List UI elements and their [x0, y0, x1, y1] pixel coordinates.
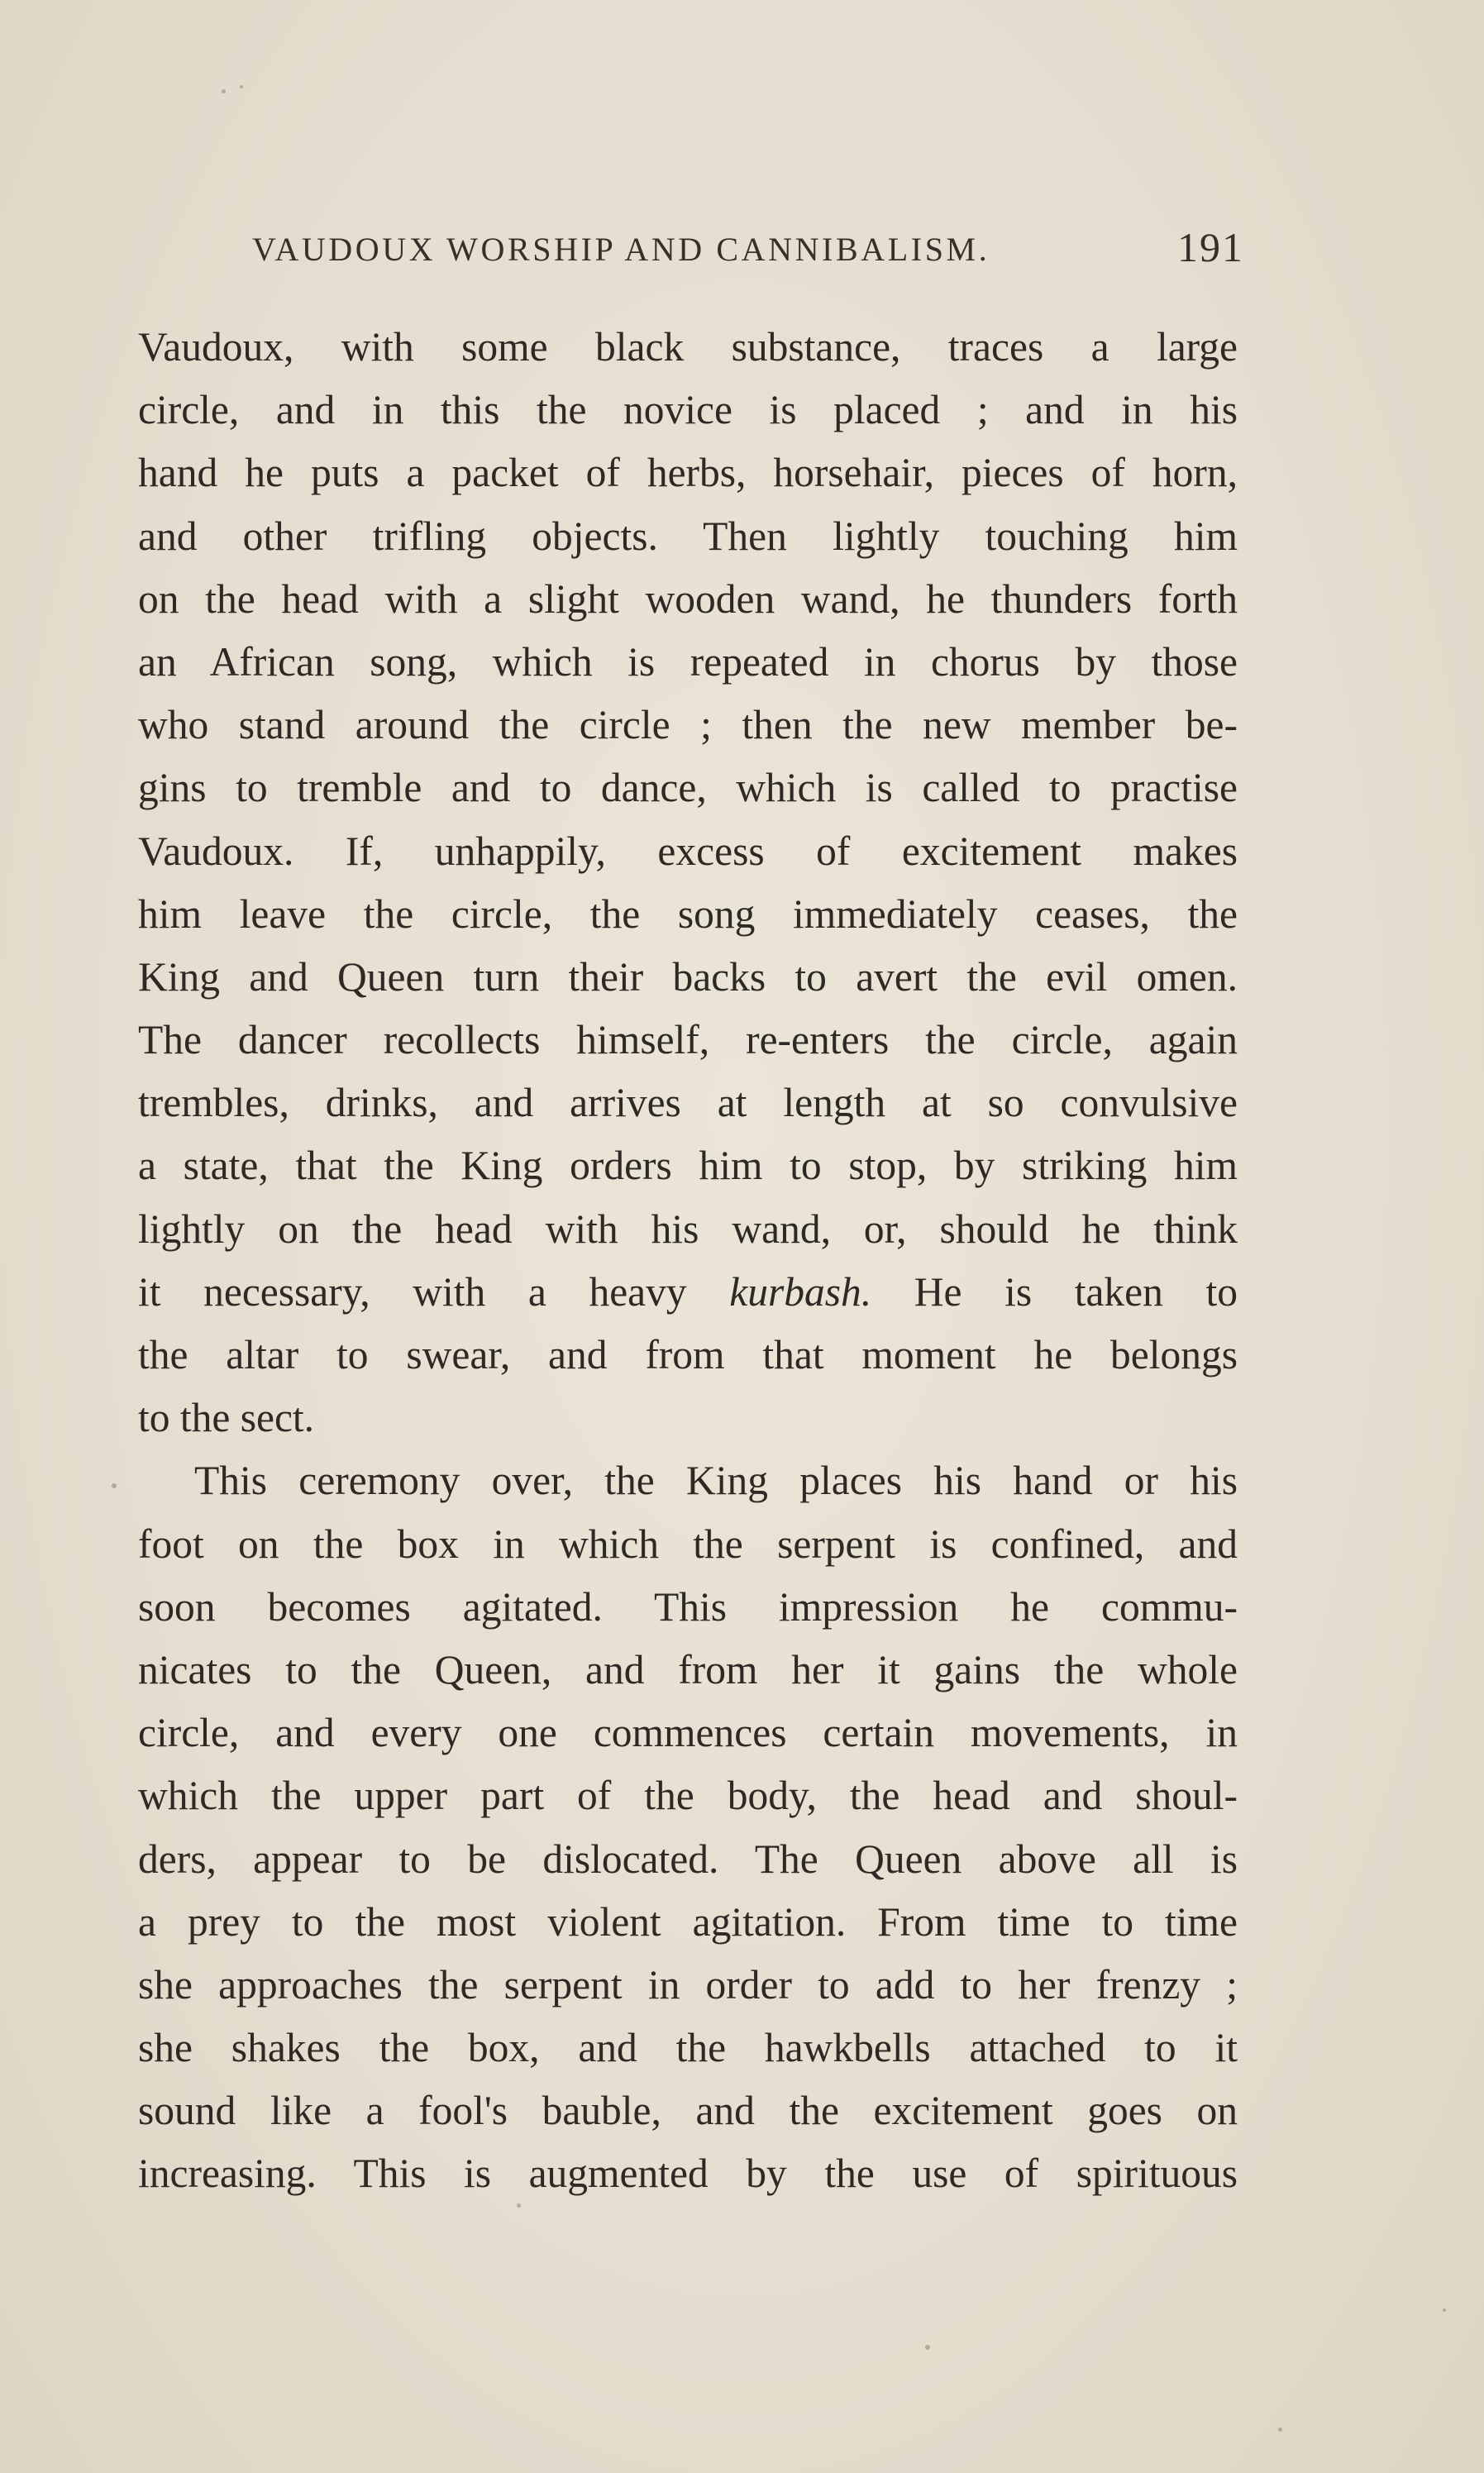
text-line: an African song, which is repeated in chorus by those	[138, 638, 1238, 685]
text-line: sound like a fool's bauble, and the excitement goes on	[138, 2088, 1238, 2134]
paper-speck	[1443, 2308, 1446, 2312]
text-line: which the upper part of the body, the head and shoul-	[138, 1773, 1238, 1819]
text-line: circle, and in this the novice is placed ; and in his	[138, 387, 1238, 433]
text-line: she shakes the box, and the hawkbells attached to it	[138, 2025, 1238, 2071]
text-line: soon becomes agitated. This impression he commu-	[138, 1583, 1238, 1630]
text-line: who stand around the circle ; then the new member be-	[138, 702, 1238, 748]
paper-speck	[240, 85, 243, 88]
text-line: foot on the box in which the serpent is confined, and	[138, 1521, 1238, 1567]
text-line: nicates to the Queen, and from her it gains the whole	[138, 1646, 1238, 1692]
paper-speck	[112, 1483, 117, 1488]
paper-speck	[517, 2203, 521, 2208]
text-line-with-italic	[138, 1261, 1238, 1324]
text-line: King and Queen turn their backs to avert the evil omen.	[138, 953, 1238, 1000]
text-line: him leave the circle, the song immediately ceases, the	[138, 890, 1238, 937]
text-line: the altar to swear, and from that moment he belongs	[138, 1332, 1238, 1377]
running-head	[252, 224, 1244, 279]
text-line: ders, appear to be dislocated. The Queen above all is	[138, 1836, 1238, 1882]
text-line: on the head with a slight wooden wand, he thunders forth	[138, 575, 1238, 622]
body-text	[138, 316, 1238, 2206]
text-line: Vaudoux, with some black substance, traces a large	[138, 324, 1238, 370]
text-line: a prey to the most violent agitation. From time to time	[138, 1898, 1238, 1945]
text-line: gins to tremble and to dance, which is called to practise	[138, 765, 1238, 811]
text-line: hand he puts a packet of herbs, horsehair, pieces of horn,	[138, 450, 1238, 496]
text-line: she approaches the serpent in order to add to her frenzy ;	[138, 1961, 1238, 2008]
paper-speck	[925, 2345, 930, 2350]
paper-speck	[222, 89, 226, 93]
paragraph-start-line: This ceremony over, the King places his hand or his	[194, 1458, 1238, 1504]
text-segment: it necessary, with a heavy	[138, 1268, 730, 1315]
text-line: and other trifling objects. Then lightly touching him	[138, 513, 1238, 559]
paragraph-end-line: to the sect.	[138, 1395, 315, 1441]
text-line: Vaudoux. If, unhappily, excess of excitement makes	[138, 828, 1238, 874]
text-line: circle, and every one commences certain movements, in	[138, 1710, 1238, 1756]
text-line: a state, that the King orders him to stop, by striking him	[138, 1143, 1238, 1189]
page-number: 191	[1177, 224, 1244, 270]
italic-term: kurbash.	[729, 1268, 872, 1315]
text-line: increasing. This is augmented by the use of spirituous	[138, 2151, 1238, 2197]
running-title: VAUDOUX WORSHIP AND CANNIBALISM.	[252, 231, 990, 268]
text-line: trembles, drinks, and arrives at length at so convulsive	[138, 1080, 1238, 1126]
text-line: The dancer recollects himself, re-enters the circle, again	[138, 1017, 1238, 1063]
text-segment: He is taken to	[871, 1268, 1238, 1315]
paper-speck	[1278, 2428, 1282, 2432]
text-line: lightly on the head with his wand, or, should he think	[138, 1205, 1238, 1252]
